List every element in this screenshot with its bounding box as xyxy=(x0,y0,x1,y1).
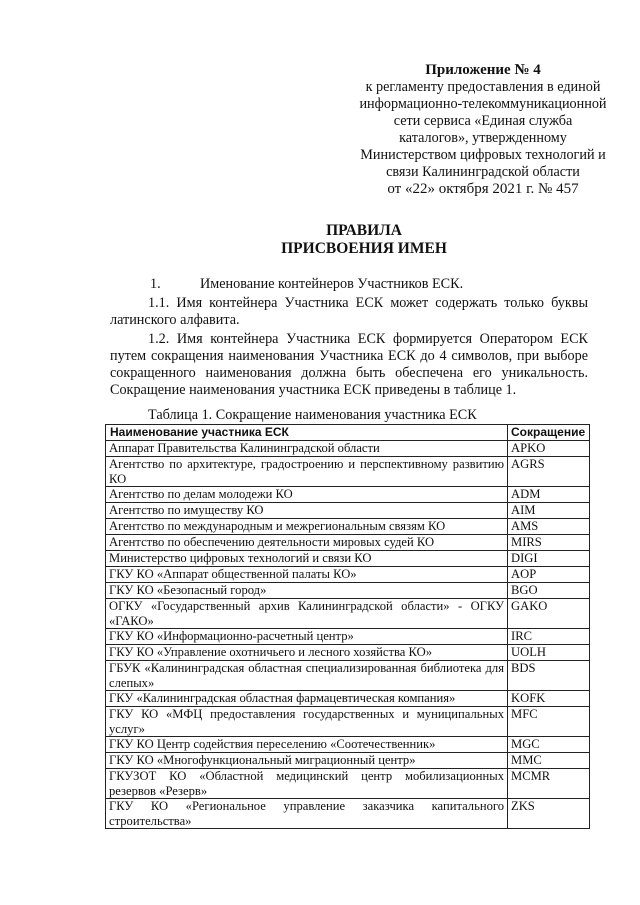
table-row xyxy=(106,799,590,829)
column-header-abbr: Сокращение xyxy=(508,425,590,441)
table-row xyxy=(106,583,590,599)
abbreviation-cell: MFC xyxy=(508,707,590,737)
abbreviation-cell: AGRS xyxy=(508,457,590,487)
document-heading xyxy=(0,222,640,258)
participant-name-cell: Агентство по имуществу КО xyxy=(106,503,508,519)
table-row xyxy=(106,519,590,535)
abbreviation-cell: MMC xyxy=(508,753,590,769)
appendix-line: каталогов», утвержденному xyxy=(399,130,567,146)
column-header-name: Наименование участника ЕСК xyxy=(106,425,508,441)
table-row xyxy=(106,629,590,645)
appendix-line: Министерством цифровых технологий и xyxy=(360,147,606,163)
abbreviation-cell: IRC xyxy=(508,629,590,645)
abbreviation-cell: MGC xyxy=(508,737,590,753)
participant-name-cell: ГКУ КО «МФЦ предоставления государственных и муниципальных услуг» xyxy=(106,707,508,737)
appendix-title: Приложение № 4 xyxy=(425,62,541,78)
abbreviation-cell: AMS xyxy=(508,519,590,535)
appendix-line: информационно-телекоммуникационной xyxy=(359,96,607,112)
participant-name-cell: Агентство по обеспечению деятельности мировых судей КО xyxy=(106,535,508,551)
participant-name-cell: ГКУ КО «Информационно-расчетный центр» xyxy=(106,629,508,645)
participant-name-cell: ГКУ «Калининградская областная фармацевтическая компания» xyxy=(106,691,508,707)
section-title: Именование контейнеров Участников ЕСК. xyxy=(200,276,464,292)
participant-name-cell: Агентство по делам молодежи КО xyxy=(106,487,508,503)
table-header-row xyxy=(106,425,590,441)
participant-name-cell: Агентство по международным и межрегиональным связям КО xyxy=(106,519,508,535)
abbreviation-cell: DIGI xyxy=(508,551,590,567)
abbreviation-cell: ZKS xyxy=(508,799,590,829)
table-row xyxy=(106,661,590,691)
participant-name-cell: ГКУ КО «Аппарат общественной палаты КО» xyxy=(106,567,508,583)
abbreviation-table xyxy=(105,424,590,829)
appendix-line: связи Калининградской области xyxy=(386,164,580,180)
section-1 xyxy=(150,276,463,293)
abbreviation-cell: AIM xyxy=(508,503,590,519)
section-number: 1. xyxy=(150,276,161,292)
appendix-date: от «22» октября 2021 г. № 457 xyxy=(387,181,579,197)
abbreviation-cell: MCMR xyxy=(508,769,590,799)
heading-line-2: ПРИСВОЕНИЯ ИМЕН xyxy=(281,240,447,257)
abbreviation-cell: AOP xyxy=(508,567,590,583)
abbreviation-cell: GAKO xyxy=(508,599,590,629)
table-row xyxy=(106,503,590,519)
appendix-line: сети сервиса «Единая служба xyxy=(393,113,573,129)
heading-line-1: ПРАВИЛА xyxy=(326,222,402,239)
table-row xyxy=(106,457,590,487)
paragraph-1-1 xyxy=(110,295,588,329)
table-row xyxy=(106,737,590,753)
table-row xyxy=(106,487,590,503)
abbreviation-cell: BDS xyxy=(508,661,590,691)
table-row xyxy=(106,535,590,551)
participant-name-cell: ГКУ КО «Многофункциональный миграционный центр» xyxy=(106,753,508,769)
table-row xyxy=(106,599,590,629)
participant-name-cell: ОГКУ «Государственный архив Калининградской области» - ОГКУ «ГАКО» xyxy=(106,599,508,629)
table-caption: Таблица 1. Сокращение наименования участника ЕСК xyxy=(148,407,477,423)
participant-name-cell: ГКУ КО Центр содействия переселению «Соотечественник» xyxy=(106,737,508,753)
table-body xyxy=(106,441,590,829)
participant-name-cell: ГБУК «Калининградская областная специализированная библиотека для слепых» xyxy=(106,661,508,691)
participant-name-cell: ГКУ КО «Региональное управление заказчика капитального строительства» xyxy=(106,799,508,829)
paragraph-text: 1.2. Имя контейнера Участника ЕСК формируется Оператором ЕСК путем сокращения наименования Участника ЕСК до 4 символов, при выборе сокращенного наименования должна быть обеспечена его уникальность. Сокращение наименования участника ЕСК приведены в таблице 1. xyxy=(110,331,588,398)
table-row xyxy=(106,707,590,737)
paragraph-text: 1.1. Имя контейнера Участника ЕСК может содержать только буквы латинского алфавита. xyxy=(110,295,588,328)
table-row xyxy=(106,567,590,583)
paragraph-1-2 xyxy=(110,331,588,399)
table-row xyxy=(106,645,590,661)
abbreviation-cell: ADM xyxy=(508,487,590,503)
appendix-line: к регламенту предоставления в единой xyxy=(365,79,601,95)
table-row xyxy=(106,753,590,769)
appendix-block xyxy=(338,62,628,198)
participant-name-cell: Аппарат Правительства Калининградской области xyxy=(106,441,508,457)
participant-name-cell: ГКУЗОТ КО «Областной медицинский центр мобилизационных резервов «Резерв» xyxy=(106,769,508,799)
table-row xyxy=(106,691,590,707)
abbreviation-cell: BGO xyxy=(508,583,590,599)
participant-name-cell: Агентство по архитектуре, градостроению и перспективному развитию КО xyxy=(106,457,508,487)
table-row xyxy=(106,551,590,567)
participant-name-cell: ГКУ КО «Управление охотничьего и лесного хозяйства КО» xyxy=(106,645,508,661)
participant-name-cell: ГКУ КО «Безопасный город» xyxy=(106,583,508,599)
table-row xyxy=(106,441,590,457)
participant-name-cell: Министерство цифровых технологий и связи КО xyxy=(106,551,508,567)
abbreviation-cell: APKO xyxy=(508,441,590,457)
table-row xyxy=(106,769,590,799)
abbreviation-cell: UOLH xyxy=(508,645,590,661)
abbreviation-cell: KOFK xyxy=(508,691,590,707)
abbreviation-cell: MIRS xyxy=(508,535,590,551)
